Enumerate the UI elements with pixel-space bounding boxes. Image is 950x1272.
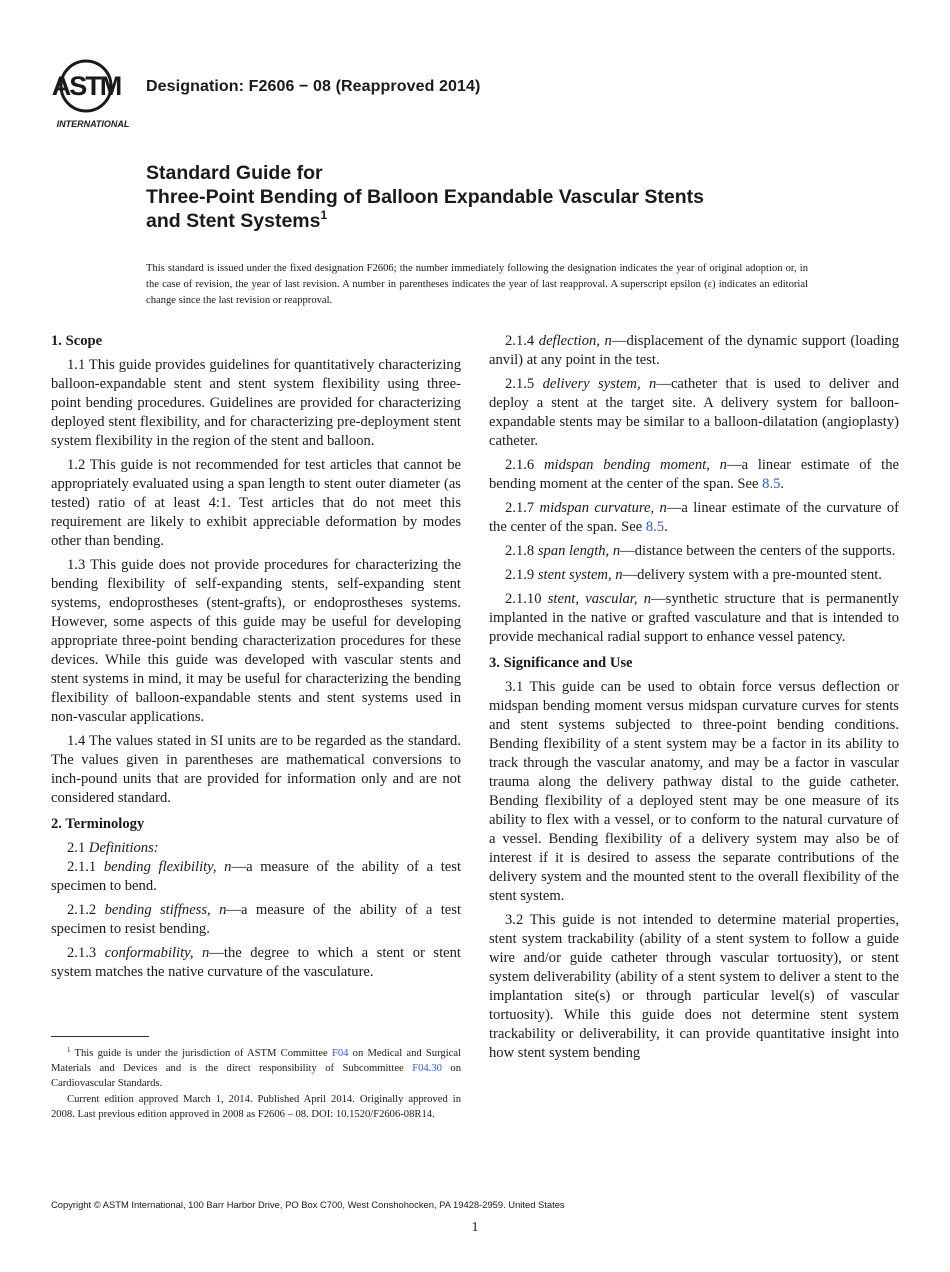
preamble: This standard is issued under the fixed designation F2606; the number immediately following the designation indicates the year of original adoption or, in the case of revision, the year of last revision. A number in parentheses indicates the year of last reapproval. A superscript epsilon (ε) indicates an editorial change since the last revision or reapproval.: [146, 263, 808, 306]
astm-logo: [52, 58, 134, 132]
paragraph-1-2: 1.2 This guide is not recommended for test articles that cannot be appropriately evaluated using a span length to stent outer diameter (as tested) ratio of at least 4:1. Test articles that do not meet this requirement are likely to exhibit appreciable deformation by modes other than bending.: [51, 457, 461, 549]
definition-text: —catheter that is used to deliver and deploy a stent at the target site. A delivery system for balloon-expandable stents may be similar to a balloon-dilatation (angioplasty) catheter.: [489, 376, 899, 449]
paragraph-1-3: 1.3 This guide does not provide procedures for characterizing the bending flexibility of self-expanding stents, self-expanding stent systems, endoprostheses (stent-grafts), or endoprostheses systems. However, some aspects of this guide may be useful for developing appropriate three-point bending characterization procedures for these devices. While this guide was developed with vascular stents and stent systems in mind, it may be useful for characterizing the bending flexibility of balloon-expandable stents and stent systems used in non-vascular applications.: [51, 557, 461, 725]
paragraph-3-2: 3.2 This guide is not intended to determine material properties, stent system trackability (ability of a stent system to follow a guide wire and/or guide catheter through vascular tortuosity), or stent system deliverability (ability of a stent system to deliver a stent to the implantation site(s) or through particular level(s) of vascular tortuosity). While this guide does not determine stent system trackability or deliverability, it can provide quantitative insight into how stent system bending: [489, 912, 899, 1061]
astm-logo-graphic: [52, 58, 134, 132]
definition-text: —displacement of the dynamic support (loading anvil) at any point in the test.: [489, 333, 900, 368]
footnote-mark: 1: [67, 1046, 71, 1054]
svg-text:ASTM: ASTM: [52, 71, 121, 101]
paragraph-2-1-number: 2.1: [67, 840, 86, 856]
definition-text: —synthetic structure that is permanently implanted in the native or grafted vasculature and that is intended to provide mechanical radial support to enhance vessel patency.: [489, 591, 899, 645]
definition-number: 2.1.6: [505, 457, 535, 473]
definition-text: —a linear estimate of the curvature of the center of the span. See: [489, 500, 899, 535]
definition-number: 2.1.7: [505, 500, 535, 516]
definition-text: —delivery system with a pre-mounted stent.: [622, 567, 882, 583]
page-number: 1: [471, 1220, 479, 1235]
title-line-3: [146, 209, 846, 233]
definition-term: stent system, n: [537, 567, 623, 583]
left-column: [51, 332, 461, 987]
copyright-notice: Copyright © ASTM International, 100 Barr Harbor Drive, PO Box C700, West Conshohocken, PA 19428-2959. United States: [51, 1199, 565, 1210]
designation: Designation: F2606 − 08 (Reapproved 2014): [146, 78, 481, 95]
paragraph-1-4: 1.4 The values stated in SI units are to be regarded as the standard. The values given in parentheses are mathematical conversions to inch-pound units that are provided for information only and are not considered standard.: [51, 733, 461, 806]
definition-number: 2.1.10: [505, 591, 542, 607]
definition-2-1-2: [51, 901, 461, 939]
section-heading-scope: 1. Scope: [51, 333, 103, 349]
right-column: [489, 332, 899, 1068]
footnote-text: on Cardiovascular Standards.: [51, 1063, 461, 1089]
svg-text:INTERNATIONAL: INTERNATIONAL: [56, 119, 130, 129]
definition-term: bending flexibility, n: [103, 859, 232, 875]
paragraph-3-1: 3.1 This guide can be used to obtain force versus deflection or midspan bending moment versus midspan curvature curves for stents and stent systems subjected to three-point bending conditions. Bending flexibility of a stent system may be a factor in its ability to track through the vascular anatomy, and may be a factor in vascular trauma along the delivery pathway distal to the guide catheter. Bending flexibility of a deployed stent may be one measure of its ability to flex with a vessel, or to conform to the natural curvature of a vessel. Bending flexibility of a delivery system may also be of interest if it is desired to assess the separate contributions of the delivery system and the mounted stent to the overall flexibility of the stent system.: [489, 679, 899, 904]
definition-number: 2.1.2: [67, 902, 97, 918]
footnote-1: [51, 1046, 461, 1091]
paragraph-2-1: [51, 839, 461, 858]
definition-term: span length, n: [537, 543, 621, 559]
definition-text: —a linear estimate of the bending moment at the center of the span. See: [489, 457, 900, 492]
document-title: [146, 161, 846, 233]
definition-text: —distance between the centers of the supports.: [620, 543, 896, 559]
definition-number: 2.1.1: [67, 859, 97, 875]
section-8-5-link[interactable]: 8.5: [645, 519, 665, 535]
definition-term: delivery system, n: [542, 376, 657, 392]
definition-number: 2.1.3: [67, 945, 97, 961]
definition-number: 2.1.4: [505, 333, 535, 349]
definition-end: .: [780, 476, 785, 492]
definition-number: 2.1.9: [505, 567, 535, 583]
subcommittee-f04-30-link[interactable]: F04.30: [412, 1063, 442, 1074]
definition-term: midspan curvature, n: [539, 500, 667, 516]
definition-term: conformability, n: [104, 945, 210, 961]
definition-text: —a measure of the ability of a test specimen to resist bending.: [51, 902, 461, 937]
definition-term: bending stiffness, n: [104, 902, 227, 918]
definition-number: 2.1.5: [505, 376, 535, 392]
definition-2-1-3: [51, 944, 461, 982]
definition-2-1-4: [489, 332, 899, 370]
paragraph-2-1-term: Definitions:: [88, 840, 159, 856]
section-heading-terminology: 2. Terminology: [51, 816, 145, 832]
footnote-edition: Current edition approved March 1, 2014. Published April 2014. Originally approved in 2008. Last previous edition approved in 2008 as F2606 – 08. DOI: 10.1520/F2606-08R14.: [51, 1094, 461, 1120]
title-line-1: Standard Guide for: [146, 162, 323, 184]
footnote-divider: [51, 1036, 149, 1037]
paragraph-1-1: 1.1 This guide provides guidelines for quantitatively characterizing balloon-expandable stent and stent system flexibility using three-point bending procedures. Guidelines are provided for characterizing deployed stent flexibility, and for characterizing pre-deployment stent system flexibility in the region of the stent and balloon.: [51, 357, 461, 449]
footnote-text: This guide is under the jurisdiction of ASTM Committee: [70, 1048, 332, 1059]
footnote-text: on Medical and Surgical Materials and Devices and is the direct responsibility of Subcommittee: [51, 1048, 461, 1074]
section-heading-significance: 3. Significance and Use: [489, 655, 633, 671]
section-8-5-link[interactable]: 8.5: [762, 476, 781, 492]
definition-2-1-6: [489, 456, 899, 494]
footnotes: [51, 1046, 461, 1123]
definition-2-1-8: [489, 542, 899, 561]
definition-term: midspan bending moment, n: [543, 457, 727, 473]
definition-term: deflection, n: [538, 333, 612, 349]
definition-text: —a measure of the ability of a test specimen to bend.: [51, 859, 461, 894]
title-line-2: Three-Point Bending of Balloon Expandable Vascular Stents: [146, 186, 705, 208]
definition-term: stent, vascular, n: [547, 591, 652, 607]
definition-2-1-9: [489, 566, 899, 585]
definition-2-1-5: [489, 375, 899, 451]
definition-end: .: [664, 519, 668, 535]
title-line-3-text: and Stent Systems: [146, 210, 321, 232]
definition-2-1-10: [489, 590, 899, 647]
definition-number: 2.1.8: [505, 543, 535, 559]
title-footnote-mark: 1: [320, 208, 328, 222]
definition-2-1-7: [489, 499, 899, 537]
definition-text: —the degree to which a stent or stent system matches the native curvature of the vasculature.: [51, 945, 461, 980]
committee-f04-link[interactable]: F04: [331, 1048, 349, 1059]
definition-2-1-1: [51, 858, 461, 896]
